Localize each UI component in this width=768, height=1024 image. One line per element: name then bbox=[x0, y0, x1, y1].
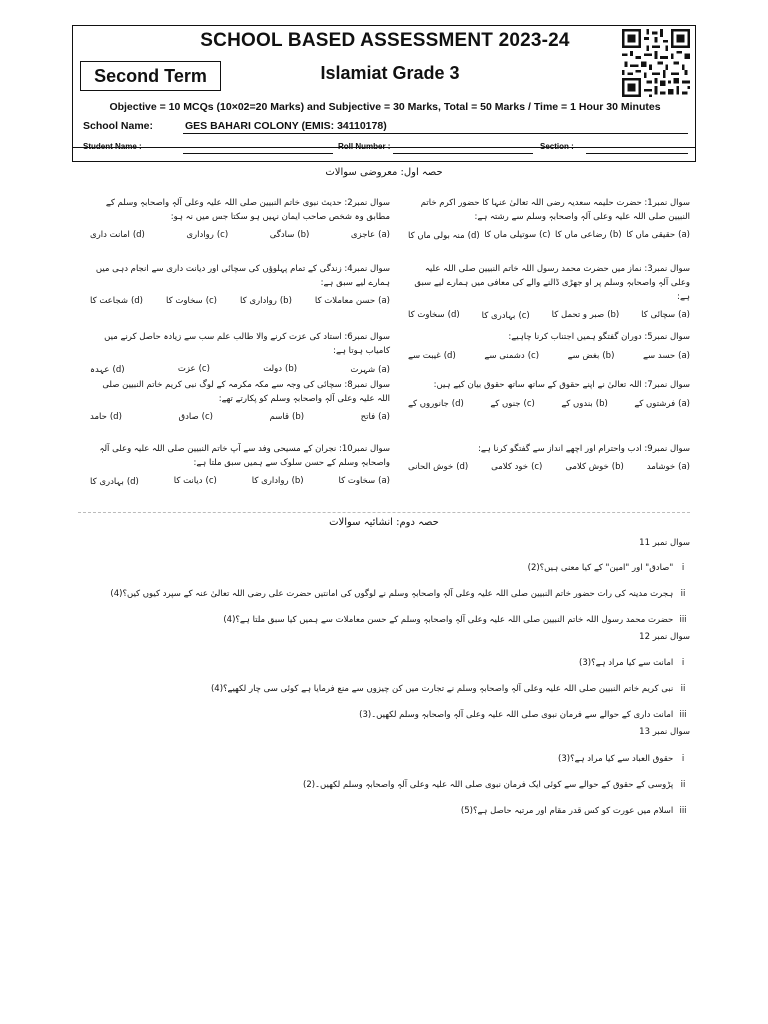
option-d[interactable]: (d)جانوروں کے bbox=[408, 399, 464, 409]
school-name-value: GES BAHARI COLONY (EMIS: 34110178) bbox=[185, 120, 387, 132]
option-d[interactable]: (d)غیبت سے bbox=[408, 351, 456, 361]
objective-info: Objective = 10 MCQs (10×02=20 Marks) and Subjective = 30 Marks, Total = 50 Marks / Time = 1 Hour 30 Minutes bbox=[109, 101, 661, 113]
section-field[interactable] bbox=[586, 153, 688, 154]
mcq-question-6 bbox=[90, 330, 390, 375]
option-d[interactable]: (d)بہادری کا bbox=[90, 477, 139, 487]
option-b[interactable]: (b)رواداری کا bbox=[251, 476, 304, 486]
mcq-question-8 bbox=[90, 378, 390, 422]
question-13-title: سوال نمبر 13 bbox=[639, 727, 690, 737]
option-d[interactable]: (d)منہ بولی ماں کا bbox=[408, 231, 480, 241]
option-c[interactable]: (c)سخاوت کا bbox=[166, 296, 217, 306]
option-b[interactable]: (b)بغض سے bbox=[567, 351, 615, 361]
roll-number-label: Roll Number : bbox=[338, 142, 391, 151]
question-text: سوال نمبر9: ادب واحترام اور اچھے انداز سے گفتگو کرنا ہے: bbox=[477, 444, 690, 454]
term-box: Second Term bbox=[80, 61, 221, 91]
option-d[interactable]: (d)شجاعت کا bbox=[90, 296, 143, 306]
section-divider bbox=[78, 512, 690, 513]
mcq-question-1 bbox=[408, 196, 690, 241]
question-11-iii: iii حضرت محمد رسول اللہ خاتم النبیین صلی اللہ علیہ وعلی آلہٖ واصحابہٖ وسلم کے حسن معاملات سے ہمیں کیا سبق ملتا ہے؟(4) bbox=[223, 615, 687, 625]
question-text: سوال نمبر3: نماز میں حضرت محمد رسول اللہ خاتم النبیین صلی اللہ علیہ وعلی آلہٖ واصحابہٖ وسلم پر او جھڑی ڈالنے والے کی معافی میں ہمارے لیے سبق ہے: bbox=[414, 264, 690, 302]
option-b[interactable]: (b)بندوں کے bbox=[561, 399, 608, 409]
question-13-iii: iii اسلام میں عورت کو کس قدر مقام اور مرتبہ حاصل ہے؟(5) bbox=[460, 806, 687, 816]
student-name-field[interactable] bbox=[183, 153, 333, 154]
question-13-i: i حقوق العباد سے کیا مراد ہے؟(3) bbox=[558, 754, 685, 764]
option-a[interactable]: (a)عاجزی bbox=[350, 230, 390, 240]
option-c[interactable]: (c)سوتیلی ماں کا bbox=[484, 230, 551, 240]
option-b[interactable]: (b)سادگی bbox=[269, 230, 310, 240]
question-11-i: i "صادق" اور "امین" کے کیا معنی ہیں؟(2) bbox=[527, 563, 685, 573]
option-d[interactable]: (d)سخاوت کا bbox=[408, 310, 460, 320]
option-d[interactable]: (d)حامد bbox=[90, 412, 122, 422]
options-row bbox=[90, 296, 390, 306]
question-11-ii: ii ہجرت مدینہ کی رات حضور خاتم النبیین صلی اللہ علیہ وعلی آلہٖ واصحابہٖ وسلم نے لوگوں کی امانتیں حضرت علی رضی اللہ تعالیٰ عنہ کے سپرد کیوں کیں؟(4) bbox=[110, 589, 686, 599]
mcq-question-2 bbox=[90, 196, 390, 240]
question-text: سوال نمبر10: نجران کے مسیحی وفد سے آپ خاتم النبیین صلی اللہ علیہ وعلی آلہٖ واصحابہٖ وسلم کے حسن سلوک سے ہمیں سبق ملتا ہے: bbox=[99, 444, 390, 468]
question-text: سوال نمبر4: زندگی کے تمام پہلوؤں کی سچائی اور دیانت داری سے انجام دہی میں ہمارے لیے سبق ہے: bbox=[95, 264, 390, 288]
question-12-iii: iii امانت داری کے حوالے سے فرمان نبوی صلی اللہ علیہ وعلی آلہٖ واصحابہٖ وسلم لکھیں۔(3) bbox=[359, 710, 687, 720]
section1-heading: حصہ اول: معروضی سوالات bbox=[325, 167, 443, 178]
option-d[interactable]: (d)خوش الحانی bbox=[408, 462, 469, 472]
option-c[interactable]: (c)دشمنی سے bbox=[484, 351, 540, 361]
question-11-title: سوال نمبر 11 bbox=[639, 538, 690, 548]
option-a[interactable]: (a)حسد سے bbox=[643, 351, 690, 361]
option-a[interactable]: (a)شہرت bbox=[350, 365, 390, 375]
option-b[interactable]: (b)خوش کلامی bbox=[565, 462, 624, 472]
section2-heading: حصہ دوم: انشائیہ سوالات bbox=[329, 517, 439, 528]
question-text: سوال نمبر7: اللہ تعالیٰ نے اپنے حقوق کے ساتھ ساتھ حقوق بیان کیے ہیں: bbox=[433, 380, 690, 390]
options-row bbox=[90, 476, 390, 487]
option-a[interactable]: (a)حقیقی ماں کا bbox=[626, 230, 690, 240]
option-c[interactable]: (c)دیانت کا bbox=[173, 476, 217, 486]
roll-number-field[interactable] bbox=[393, 153, 533, 154]
option-a[interactable]: (a)حسن معاملات کا bbox=[314, 296, 390, 306]
options-row bbox=[408, 350, 690, 361]
question-text: سوال نمبر2: حدیث نبوی خاتم النبیین صلی اللہ علیہ وعلی آلہٖ واصحابہٖ وسلم کے مطابق وہ شخص صاحب ایمان نہیں ہو سکتا جس میں نہ ہو: bbox=[105, 198, 390, 222]
option-a[interactable]: (a)سچائی کا bbox=[641, 310, 690, 320]
option-a[interactable]: (a)خوشامد bbox=[646, 462, 690, 472]
mcq-question-3 bbox=[408, 262, 690, 321]
option-c[interactable]: (c)جنوں کے bbox=[490, 399, 535, 409]
option-c[interactable]: (c)بہادری کا bbox=[481, 311, 530, 321]
options-row bbox=[408, 310, 690, 321]
options-row bbox=[408, 398, 690, 409]
option-c[interactable]: (c)صادق bbox=[178, 412, 213, 422]
subject-title: Islamiat Grade 3 bbox=[320, 63, 460, 83]
student-name-label: Student Name : bbox=[83, 142, 142, 151]
qr-code-icon bbox=[622, 29, 690, 97]
option-c[interactable]: (c)عزت bbox=[177, 364, 210, 374]
question-12-ii: ii نبی کریم خاتم النبیین صلی اللہ علیہ وعلی آلہٖ واصحابہٖ وسلم نے تجارت میں کن چیزوں سے منع فرمایا ہے کوئی سی چار لکھیے؟(4) bbox=[210, 684, 686, 694]
assessment-title: SCHOOL BASED ASSESSMENT 2023-24 bbox=[200, 30, 570, 51]
option-b[interactable]: (b)دولت bbox=[263, 364, 298, 374]
option-c[interactable]: (c)رواداری bbox=[186, 230, 229, 240]
question-text: سوال نمبر6: استاد کی عزت کرنے والا طالب علم سب سے زیادہ حاصل کرنے میں کامیاب ہوتا ہے: bbox=[104, 332, 390, 356]
question-text: سوال نمبر1: حضرت حلیمہ سعدیہ رضی اللہ تعالیٰ عنہا کا حضور اکرم خاتم النبیین صلی اللہ علیہ وعلی آلہٖ واصحابہٖ وسلم سے رشتہ ہے: bbox=[420, 198, 690, 222]
options-row bbox=[90, 230, 390, 240]
option-a[interactable]: (a)فرشتوں کے bbox=[634, 399, 690, 409]
options-row bbox=[408, 462, 690, 472]
option-b[interactable]: (b)رضاعی ماں کا bbox=[555, 230, 622, 240]
option-c[interactable]: (c)خود کلامی bbox=[491, 462, 543, 472]
mcq-question-10 bbox=[90, 442, 390, 487]
question-text: سوال نمبر5: دوران گفتگو ہمیں اجتناب کرنا چاہیے: bbox=[508, 332, 690, 342]
option-b[interactable]: (b)قاسم bbox=[269, 412, 305, 422]
option-b[interactable]: (b)رواداری کا bbox=[240, 296, 292, 306]
section-label: Section : bbox=[540, 142, 574, 151]
option-d[interactable]: (d)عہدہ bbox=[90, 365, 125, 375]
option-a[interactable]: (a)فاتح bbox=[360, 412, 390, 422]
mcq-question-5 bbox=[408, 330, 690, 361]
option-b[interactable]: (b)صبر و تحمل کا bbox=[551, 310, 620, 320]
question-12-title: سوال نمبر 12 bbox=[639, 632, 690, 642]
school-name-line bbox=[183, 133, 688, 134]
options-row bbox=[90, 412, 390, 422]
option-a[interactable]: (a)سخاوت کا bbox=[338, 476, 390, 486]
options-row bbox=[408, 230, 690, 241]
question-text: سوال نمبر8: سچائی کی وجہ سے مکہ مکرمہ کے لوگ نبی کریم خاتم النبیین صلی اللہ علیہ وعلی آلہٖ واصحابہٖ وسلم کو پکارتے تھے: bbox=[102, 380, 390, 404]
mcq-question-4 bbox=[90, 262, 390, 306]
options-row bbox=[90, 364, 390, 375]
question-13-ii: ii پڑوسی کے حقوق کے حوالے سے کوئی ایک فرمان نبوی صلی اللہ علیہ وعلی آلہٖ واصحابہٖ وسلم لکھیں۔(2) bbox=[302, 780, 686, 790]
question-12-i: i امانت سے کیا مراد ہے؟(3) bbox=[579, 658, 685, 668]
school-name-label: School Name: bbox=[83, 120, 154, 132]
option-d[interactable]: (d)امانت داری bbox=[90, 230, 145, 240]
mcq-question-7 bbox=[408, 378, 690, 409]
mcq-question-9 bbox=[408, 442, 690, 472]
